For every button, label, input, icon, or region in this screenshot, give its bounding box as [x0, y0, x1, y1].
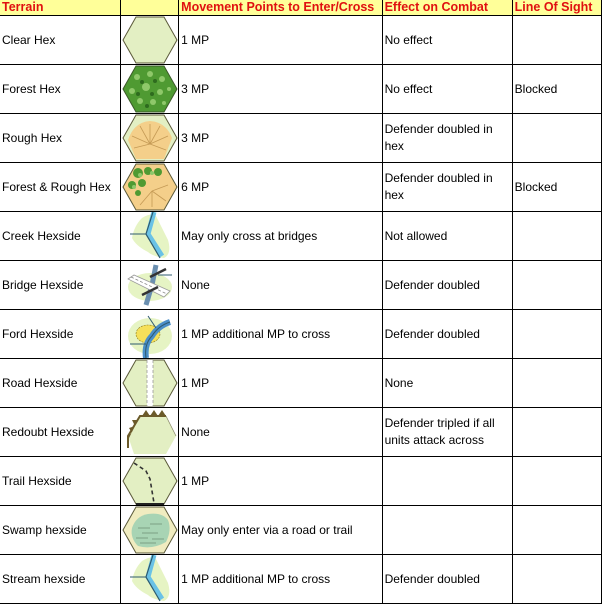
table-row	[0, 457, 602, 506]
line-of-sight	[512, 408, 601, 457]
line-of-sight	[512, 261, 601, 310]
swamp-hexside-icon	[122, 506, 178, 554]
combat-effect: Defender doubled	[382, 310, 512, 359]
line-of-sight	[512, 359, 601, 408]
trail-hexside-icon	[122, 457, 178, 505]
line-of-sight	[512, 16, 601, 65]
movement-cost: 1 MP	[179, 457, 382, 506]
terrain-name: Creek Hexside	[0, 212, 121, 261]
table-row	[0, 359, 602, 408]
terrain-name: Forest & Rough Hex	[0, 163, 121, 212]
movement-cost: 1 MP	[179, 359, 382, 408]
line-of-sight	[512, 114, 601, 163]
terrain-name: Trail Hexside	[0, 457, 121, 506]
combat-effect: None	[382, 359, 512, 408]
forest-hex-icon	[122, 65, 178, 113]
terrain-name: Rough Hex	[0, 114, 121, 163]
movement-cost: 1 MP additional MP to cross	[179, 310, 382, 359]
redoubt-hexside-icon	[122, 408, 178, 456]
table-row	[0, 163, 602, 212]
line-of-sight	[512, 212, 601, 261]
combat-effect: Defender doubled in hex	[382, 114, 512, 163]
ford-hexside-icon	[122, 310, 178, 358]
movement-cost: May only cross at bridges	[179, 212, 382, 261]
combat-effect: No effect	[382, 65, 512, 114]
table-row	[0, 555, 602, 604]
line-of-sight	[512, 310, 601, 359]
header-row	[0, 0, 602, 16]
table-row	[0, 310, 602, 359]
terrain-name: Road Hexside	[0, 359, 121, 408]
header-movement: Movement Points to Enter/Cross	[179, 0, 382, 16]
terrain-name: Swamp hexside	[0, 506, 121, 555]
movement-cost: 1 MP additional MP to cross	[179, 555, 382, 604]
stream-hexside-icon	[122, 555, 178, 603]
movement-cost: May only enter via a road or trail	[179, 506, 382, 555]
header-los: Line Of Sight	[512, 0, 601, 16]
terrain-name: Stream hexside	[0, 555, 121, 604]
table-row	[0, 212, 602, 261]
movement-cost: 3 MP	[179, 114, 382, 163]
creek-hexside-icon	[122, 212, 178, 260]
table-row	[0, 114, 602, 163]
movement-cost: None	[179, 408, 382, 457]
table-row	[0, 506, 602, 555]
line-of-sight: Blocked	[512, 163, 601, 212]
terrain-name: Redoubt Hexside	[0, 408, 121, 457]
combat-effect	[382, 506, 512, 555]
combat-effect: Defender doubled in hex	[382, 163, 512, 212]
line-of-sight	[512, 457, 601, 506]
combat-effect: Defender doubled	[382, 555, 512, 604]
movement-cost: 6 MP	[179, 163, 382, 212]
header-terrain: Terrain	[0, 0, 121, 16]
line-of-sight	[512, 506, 601, 555]
road-hexside-icon	[122, 359, 178, 407]
combat-effect: Not allowed	[382, 212, 512, 261]
header-image	[121, 0, 179, 16]
rough-hex-icon	[122, 114, 178, 162]
terrain-name: Forest Hex	[0, 65, 121, 114]
combat-effect	[382, 457, 512, 506]
table-row	[0, 408, 602, 457]
terrain-name: Ford Hexside	[0, 310, 121, 359]
movement-cost: 1 MP	[179, 16, 382, 65]
combat-effect: Defender doubled	[382, 261, 512, 310]
header-combat: Effect on Combat	[382, 0, 512, 16]
terrain-name: Clear Hex	[0, 16, 121, 65]
bridge-hexside-icon	[122, 261, 178, 309]
table-row	[0, 261, 602, 310]
forest-rough-hex-icon	[122, 163, 178, 211]
movement-cost: None	[179, 261, 382, 310]
combat-effect: Defender tripled if all units attack across	[382, 408, 512, 457]
table-row	[0, 16, 602, 65]
movement-cost: 3 MP	[179, 65, 382, 114]
line-of-sight	[512, 555, 601, 604]
line-of-sight: Blocked	[512, 65, 601, 114]
terrain-name: Bridge Hexside	[0, 261, 121, 310]
table-row	[0, 65, 602, 114]
clear-hex-icon	[122, 16, 178, 64]
combat-effect: No effect	[382, 16, 512, 65]
